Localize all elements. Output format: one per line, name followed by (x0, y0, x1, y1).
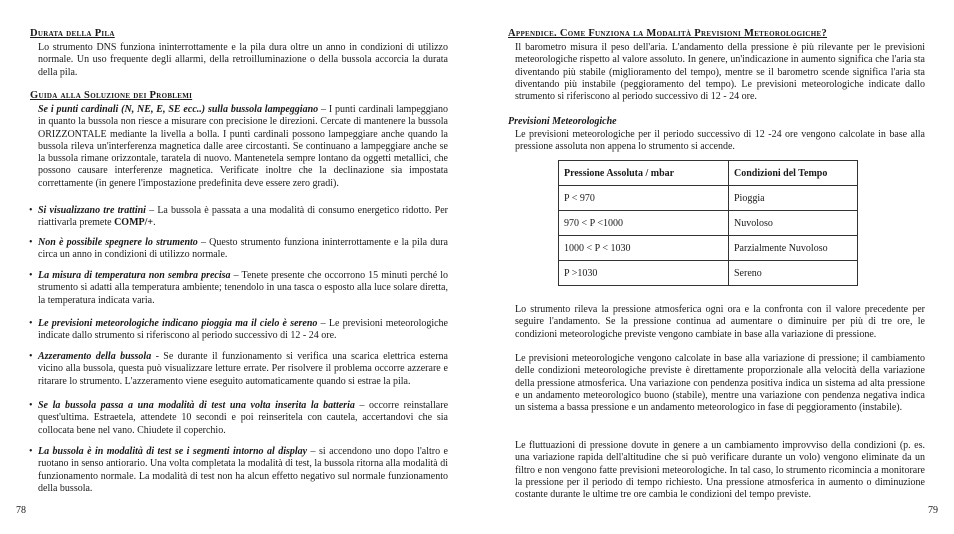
battery-text: Lo strumento DNS funziona ininterrottamente e la pila dura oltre un anno in condizioni di utilizzo normale. Un uso frequente degli allarmi, della retroilluminazione o della bussola accorcia la durata della pila. (38, 42, 448, 78)
forecast-text: Le previsioni meteorologiche per il periodo successivo di 12 -24 ore vengono calcolate in base alla pressione assoluta non appena lo strumento si accende. (515, 129, 925, 153)
table-header-cell: Condizioni del Tempo (729, 161, 858, 186)
paragraph: Lo strumento rileva la pressione atmosferica ogni ora e la confronta con il valore precedente per seguire l'andamento. Se la pressione continua ad aumentare o diminuire per più di tre ore, le condizioni meteorologiche previste vengono cambiate in base alla variazione di pressione. (515, 304, 925, 340)
right-page (477, 0, 954, 534)
bullet-item: • Non è possibile spegnere lo strumento – Questo strumento funziona ininterrottamente e la pila dura circa un anno in condizioni di utilizzo normale. (29, 237, 448, 261)
bullet-item: • La misura di temperatura non sembra precisa – Tenete presente che occorrono 15 minuti perché lo strumento si adatti alla temperatura ambiente; tenendolo in una tasca o esposto alla luce solare diretta, la temperatura indicata varia. (29, 270, 449, 306)
table-header-cell: Pressione Assoluta / mbar (559, 161, 729, 186)
table-cell: Sereno (729, 261, 858, 286)
battery-heading: Durata della Pila (30, 28, 115, 39)
bullet-item: • Se la bussola passa a una modalità di test una volta inserita la batteria – occorre reinstallare quest'ultima. Estraetela, attendete 10 secondi e poi reinseritela con cautela, accertandovi che sia collocata bene nel vano. Chiudete il coperchio. (29, 400, 449, 436)
page-number-right: 79 (928, 505, 938, 516)
table-cell: 970 < P <1000 (559, 211, 729, 236)
table-cell: 1000 < P < 1030 (559, 236, 729, 261)
table-cell: P >1030 (559, 261, 729, 286)
table-cell: P < 970 (559, 186, 729, 211)
bullet-item: • Azzeramento della bussola - Se durante il funzionamento si verifica una scarica elettrica esterna vicino alla bussola, questa può visualizzare letture errate. Per risolvere il problema occorre azzerare e ritarare lo strumento. L'azzeramento viene eseguito automaticamente quando si estrae la pila. (29, 351, 448, 387)
table-cell: Parzialmente Nuvoloso (729, 236, 858, 261)
table-row (559, 236, 858, 261)
appendix-text: Il barometro misura il peso dell'aria. L'andamento della pressione è più rilevante per le previsioni meteorologiche rispetto al valore assoluto. In genere, un'indicazione in aumento significa che l'aria sta diventando più stabile (miglioramento del tempo), mentre se il barometro scende significa l'aria sta diventando più instabile (peggioramento del tempo). Le previsioni meteorologiche indicate dallo strumento si riferiscono al periodo successivo di 12 - 24 ore. (515, 42, 925, 103)
table-cell: Pioggia (729, 186, 858, 211)
table-row (559, 211, 858, 236)
bullet-item: • Le previsioni meteorologiche indicano pioggia ma il cielo è sereno – Le previsioni meteorologiche indicate dallo strumento si riferiscono al periodo successivo di 12 - 24 ore. (29, 318, 448, 342)
table-row (559, 261, 858, 286)
paragraph: Le fluttuazioni di pressione dovute in genere a un cambiamento improvviso della condizioni (p. es. una variazione rapida dell'altitudine che si può verificare durante un volo) vengono eliminate da un filtro e non vengono fatte previsioni meteorologiche. In tal caso, lo strumento ricomincia a monitorare la pressione per il periodo di tempo richiesto. Una pressione atmosferica in aumento o diminuzione costante durante le ultime tre ore cambia le condizioni del tempo previste. (515, 440, 925, 501)
pressure-table (558, 160, 858, 286)
appendix-heading: Appendice. Come Funziona la Modalità Previsioni Meteorologiche? (508, 28, 828, 39)
bullet-item: • La bussola è in modalità di test se i segmenti intorno al display – si accendono uno dopo l'altro e ruotano in senso antiorario. Una volta completata la modalità di test, la bussola ritorna alla modalità di funzionamento normale. La modalità di test non ha alcun effetto negativo sul normale funzionamento della bussola. (29, 446, 448, 494)
table-row (559, 186, 858, 211)
bullet-item: • Si visualizzano tre trattini – La bussola è passata a una modalità di consumo energetico ridotto. Per riattivarla premete COMP/+. (29, 205, 448, 229)
table-header-row (559, 161, 858, 186)
forecast-subheading: Previsioni Meteorologiche (508, 116, 617, 127)
troubleshooting-intro: Se i punti cardinali (N, NE, E, SE ecc..) sulla bussola lampeggiano – I punti cardinali lampeggiano in quanto la bussola non riesce a misurare con precisione le direzioni. Cercate di mantenere la bussola ORIZZONTALE mediante la livella a bolla. I punti cardinali possono lampeggiare anche quando la bussola rileva un'interferenza magnetica dalle aree circostanti. Se continuano a lampeggiare anche se la bussola rimane orizzontale, taratela di nuovo. Mantenetela sempre lontano da oggetti metallici, che possono causare interferenze magnetica. Verificate inoltre che la declinazione sia impostata correttamente (in genere l'impostazione predefinita deve essere zero gradi). (38, 104, 448, 189)
table-cell: Nuvoloso (729, 211, 858, 236)
paragraph: Le previsioni meteorologiche vengono calcolate in base alla variazione di pressione; il cambiamento delle condizioni meteorologiche previste è direttamente proporzionale alla velocità della variazione della pressione atmosferica. Una variazione con pendenza positiva indica un sistema ad alta pressione e un andamento meteorologico buono (stabile), mentre una variazione con pendenza negativa indica un sistema a bassa pressione e un andamento meteorologico in fase di peggioramento (instabile). (515, 353, 925, 414)
page-number-left: 78 (16, 505, 26, 516)
troubleshooting-heading: Guida alla Soluzione dei Problemi (30, 90, 193, 101)
